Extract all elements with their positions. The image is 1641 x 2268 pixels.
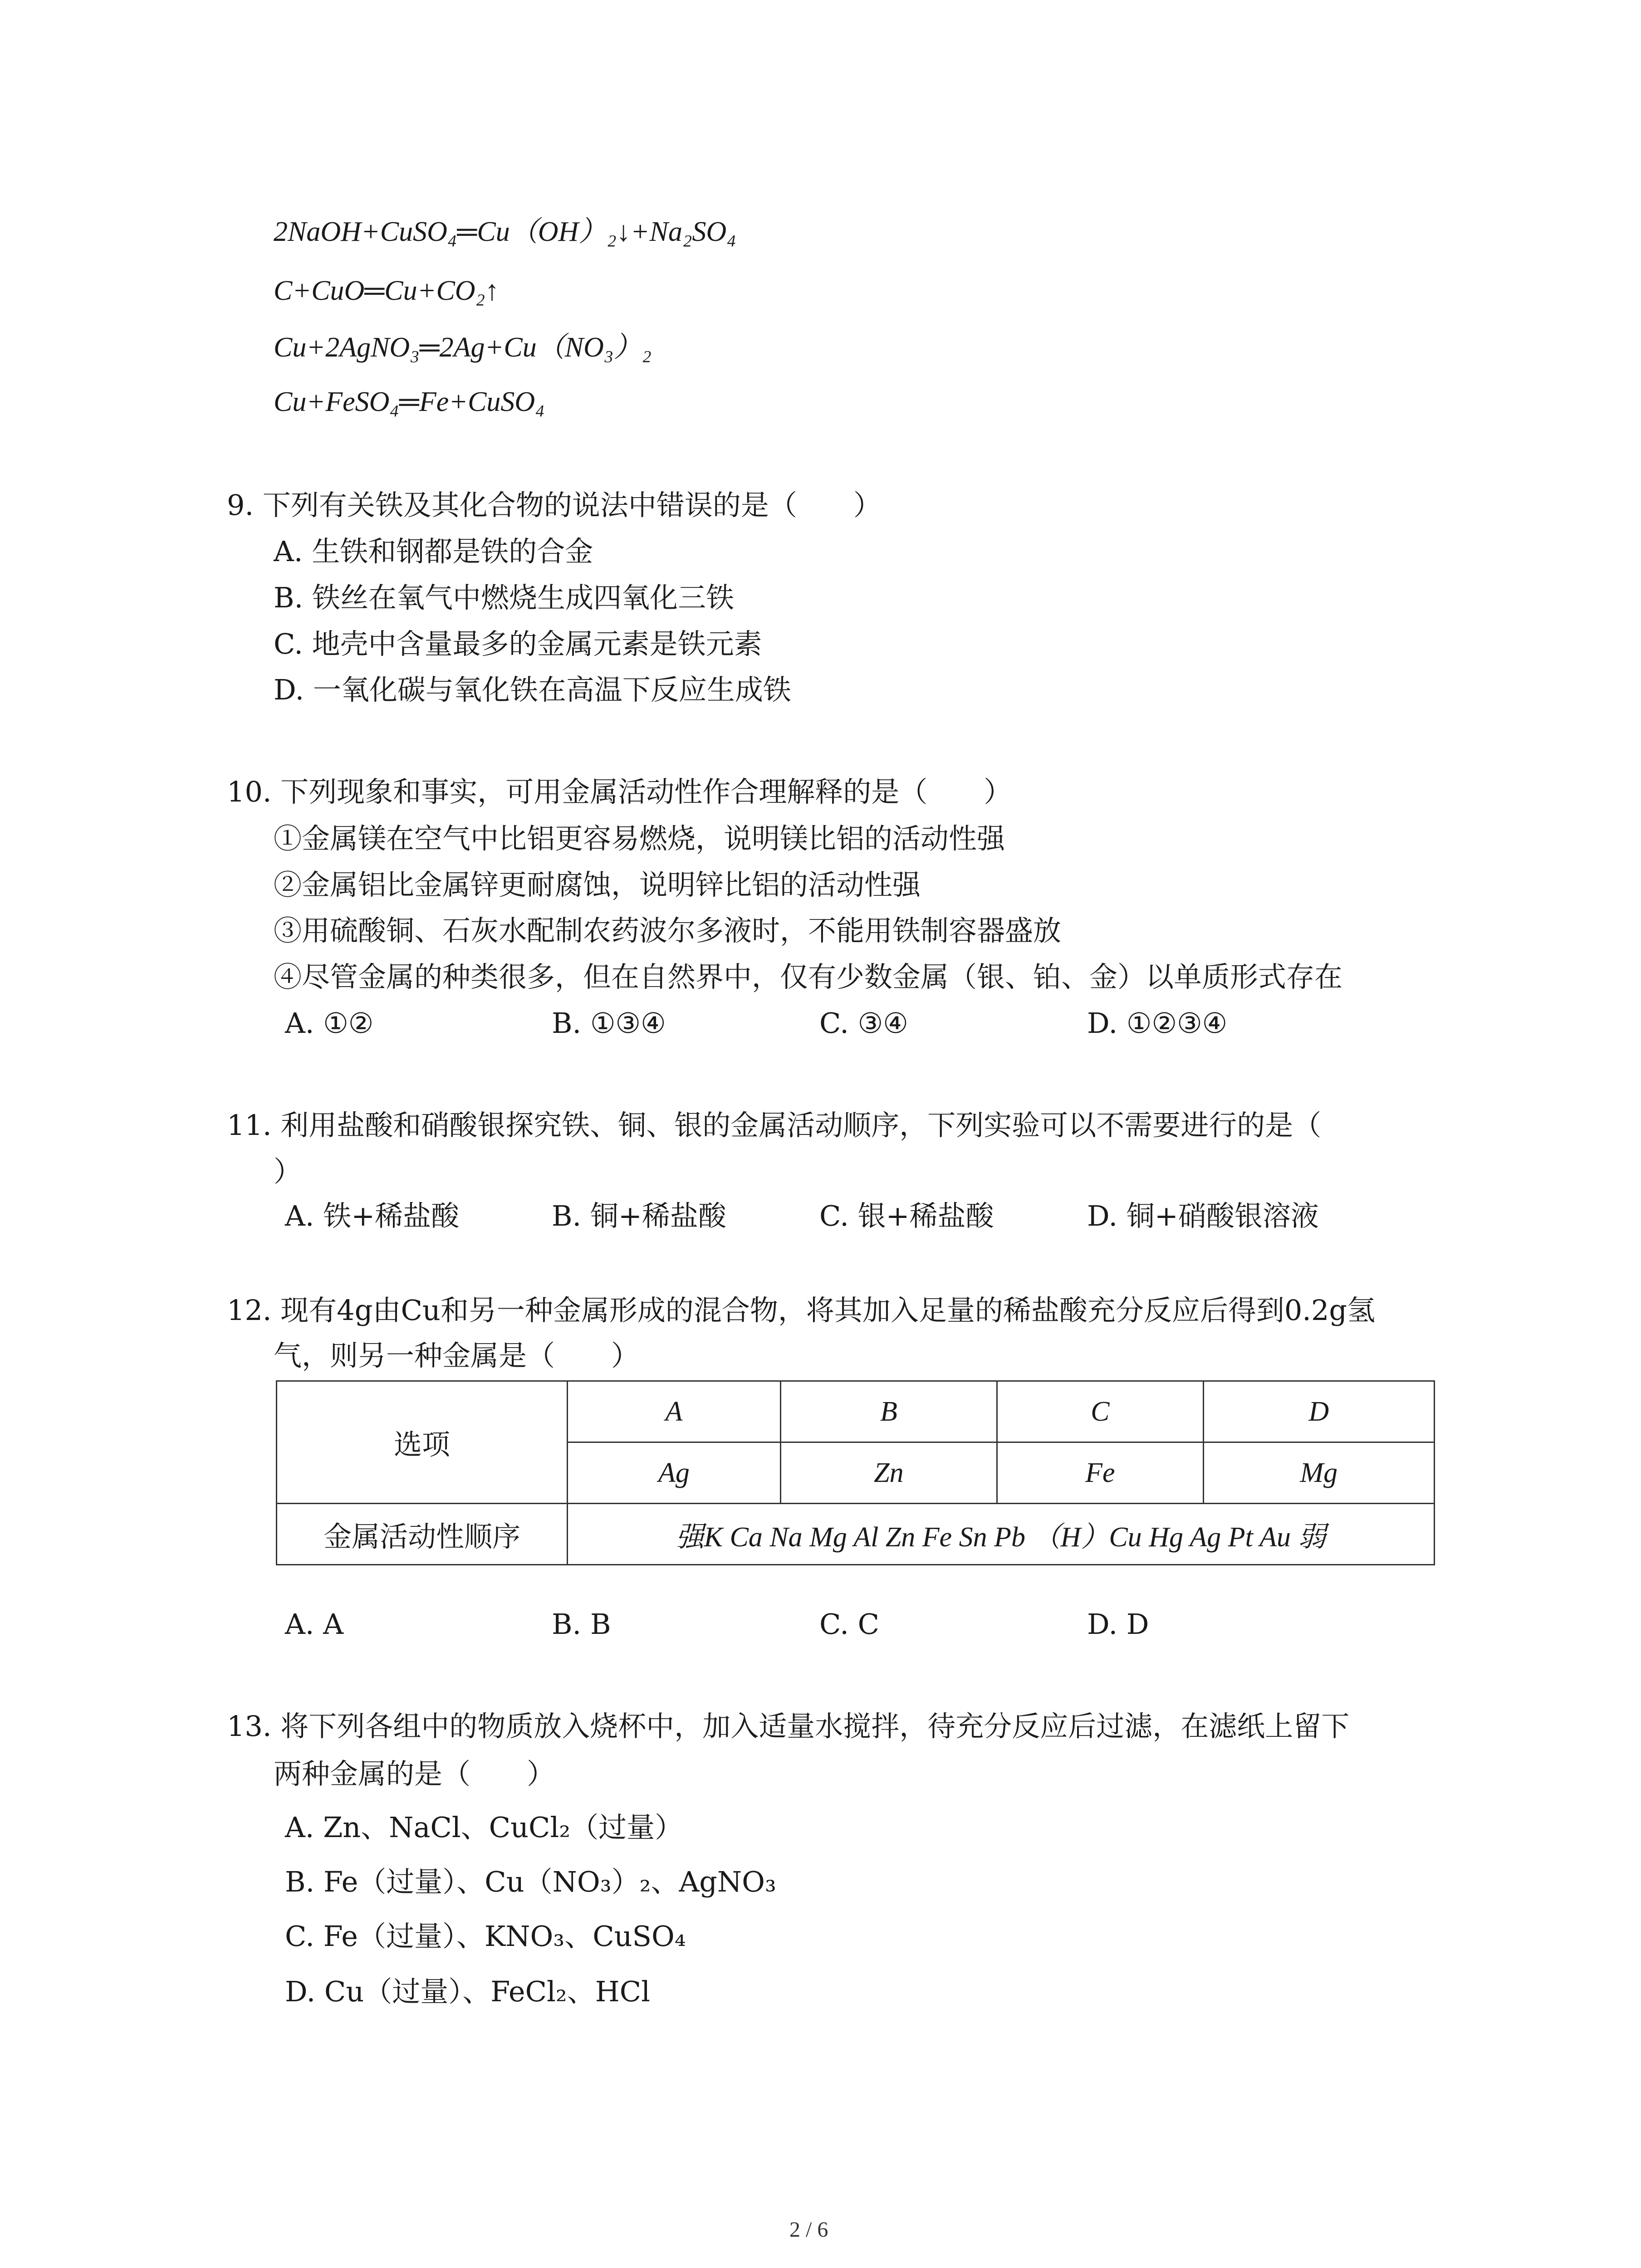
- q11-option-b: B. 铜+稀盐酸: [552, 1199, 726, 1232]
- q12-stem: 12. 现有4g由Cu和另一种金属形成的混合物，将其加入足量的稀盐酸充分反应后得到0.2g氢: [227, 1294, 1376, 1327]
- q10-option-b: B. ①③④: [552, 1007, 666, 1040]
- table-activity-series: 强K Ca Na Mg Al Zn Fe Sn Pb （H）Cu Hg Ag Pt Au 弱: [568, 1504, 1435, 1565]
- table-metal-d: Mg: [1203, 1442, 1434, 1504]
- table-letter-c: C: [997, 1381, 1203, 1442]
- q11-stem-cont: ）: [274, 1155, 302, 1188]
- q8-option-c: Cu+2AgNO₃═2Ag+Cu（NO₃）₂: [274, 332, 652, 363]
- table-letter-b: B: [780, 1381, 997, 1442]
- q10-statement-2: ②金属铝比金属锌更耐腐蚀，说明锌比铝的活动性强: [274, 868, 921, 901]
- table-letter-a: A: [568, 1381, 780, 1442]
- q10-option-a: A. ①②: [285, 1007, 374, 1040]
- q13-option-a: A. Zn、NaCl、CuCl₂（过量）: [285, 1811, 683, 1844]
- q13-stem-cont: 两种金属的是（ ）: [274, 1757, 555, 1790]
- q11-stem: 11. 利用盐酸和硝酸银探究铁、铜、银的金属活动顺序，下列实验可以不需要进行的是（: [227, 1109, 1322, 1142]
- q10-stem: 10. 下列现象和事实，可用金属活动性作合理解释的是（ ）: [227, 775, 1012, 808]
- q10-statement-1: ①金属镁在空气中比铝更容易燃烧，说明镁比铝的活动性强: [274, 822, 1005, 855]
- q13-stem: 13. 将下列各组中的物质放入烧杯中，加入适量水搅拌，待充分反应后过滤，在滤纸上留下: [227, 1710, 1350, 1743]
- q8-option-b: C+CuO═Cu+CO₂↑: [274, 275, 500, 306]
- table-metal-b: Zn: [780, 1442, 997, 1504]
- q8-option-a: 2NaOH+CuSO₄═Cu（OH）₂↓+Na₂SO₄: [274, 216, 736, 247]
- q10-statement-4: ④尽管金属的种类很多，但在自然界中，仅有少数金属（银、铂、金）以单质形式存在: [274, 960, 1343, 993]
- q11-option-a: A. 铁+稀盐酸: [285, 1199, 460, 1232]
- q13-option-b: B. Fe（过量）、Cu（NO₃）₂、AgNO₃: [285, 1865, 776, 1898]
- q10-option-d: D. ①②③④: [1087, 1007, 1228, 1040]
- page-number: 2 / 6: [789, 2218, 828, 2242]
- table-letter-d: D: [1203, 1381, 1434, 1442]
- q11-option-d: D. 铜+硝酸银溶液: [1087, 1199, 1319, 1232]
- q12-options-table: [276, 1380, 1435, 1565]
- q9-option-c: C. 地壳中含量最多的金属元素是铁元素: [274, 627, 762, 660]
- table-header-options: 选项: [277, 1381, 568, 1504]
- q12-option-a: A. A: [285, 1608, 343, 1641]
- q11-option-c: C. 银+稀盐酸: [819, 1199, 994, 1232]
- q9-stem: 9. 下列有关铁及其化合物的说法中错误的是（ ）: [227, 489, 882, 522]
- q12-stem-cont: 气，则另一种金属是（ ）: [274, 1339, 640, 1372]
- q12-option-b: B. B: [552, 1608, 611, 1641]
- table-metal-c: Fe: [997, 1442, 1203, 1504]
- q9-option-a: A. 生铁和钢都是铁的合金: [274, 535, 593, 568]
- q13-option-d: D. Cu（过量）、FeCl₂、HCl: [285, 1975, 651, 2008]
- q13-option-c: C. Fe（过量）、KNO₃、CuSO₄: [285, 1920, 686, 1953]
- q12-option-d: D. D: [1087, 1608, 1149, 1641]
- q12-option-c: C. C: [819, 1608, 880, 1641]
- q9-option-b: B. 铁丝在氧气中燃烧生成四氧化三铁: [274, 581, 734, 614]
- q9-option-d: D. 一氧化碳与氧化铁在高温下反应生成铁: [274, 673, 791, 706]
- q10-statement-3: ③用硫酸铜、石灰水配制农药波尔多液时，不能用铁制容器盛放: [274, 914, 1062, 947]
- table-metal-a: Ag: [568, 1442, 780, 1504]
- table-header-activity: 金属活动性顺序: [277, 1504, 568, 1565]
- q8-option-d: Cu+FeSO₄═Fe+CuSO₄: [274, 386, 545, 417]
- q10-option-c: C. ③④: [819, 1007, 908, 1040]
